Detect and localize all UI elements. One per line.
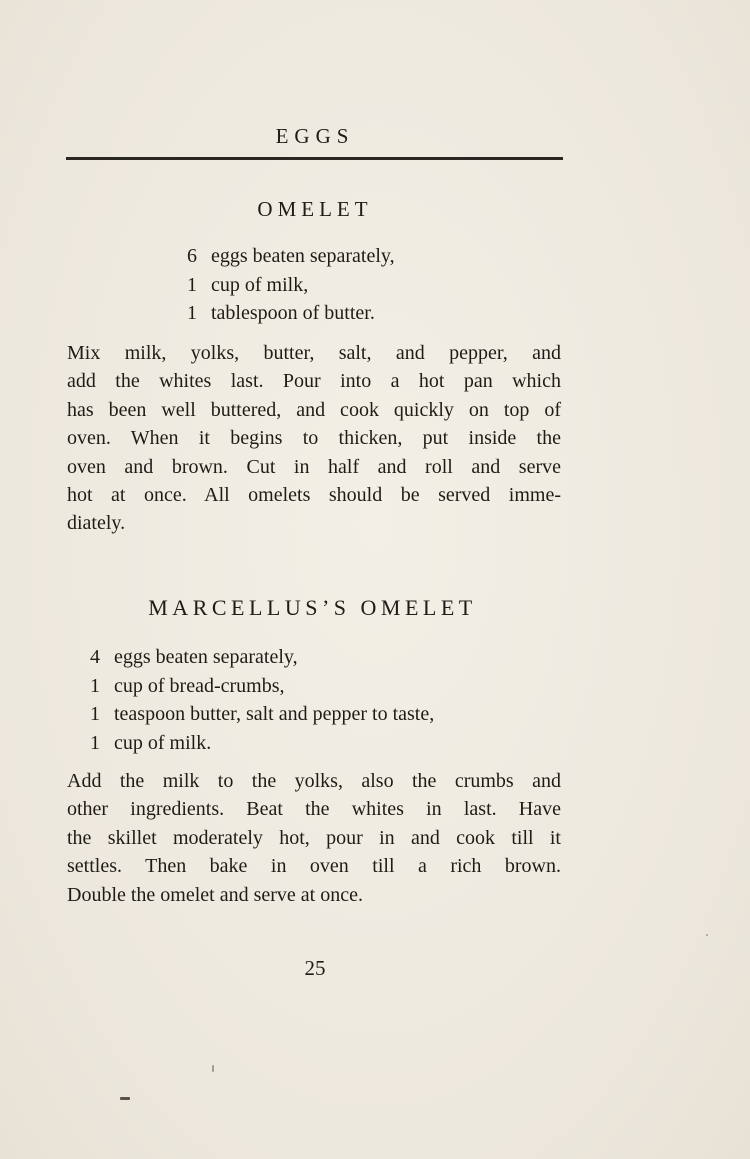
method-line: the skillet moderately hot, pour in and cook till it: [67, 826, 561, 849]
ingredient-item: [187, 271, 395, 300]
recipe-title-omelet: OMELET: [257, 197, 373, 221]
ingredient-item: [90, 700, 434, 729]
ingredient-qty: 4: [90, 646, 100, 668]
method-line: hot at once. All omelets should be served imme-: [67, 483, 561, 506]
method-line: oven. When it begins to thicken, put inside the: [67, 427, 561, 450]
ingredient-qty: 1: [90, 731, 100, 754]
ingredient-item: [90, 672, 434, 701]
method-line: diately.: [67, 512, 126, 535]
paper-speck: [120, 1097, 130, 1100]
ingredient-qty: 6: [187, 245, 197, 267]
ingredient-list-marcellus-omelet: [90, 643, 434, 757]
method-line: has been well buttered, and cook quickly on top of: [67, 398, 561, 421]
method-line: settles. Then bake in oven till a rich brown.: [67, 855, 561, 878]
paper-speck: [212, 1065, 214, 1072]
method-line: Double the omelet and serve at once.: [67, 883, 363, 906]
running-head: EGGS: [275, 124, 355, 148]
method-line: other ingredients. Beat the whites in last. Have: [67, 798, 561, 821]
head-rule: [66, 157, 563, 160]
ingredient-qty: 1: [187, 302, 197, 324]
page-number: 25: [304, 956, 326, 980]
ingredient-text: cup of bread-crumbs,: [114, 674, 285, 697]
paper-speck: [706, 934, 708, 936]
ingredient-item: [90, 643, 434, 672]
method-line: Add the milk to the yolks, also the crumbs and: [67, 770, 561, 792]
ingredient-item: [187, 242, 395, 271]
ingredient-item: [90, 729, 434, 758]
method-line: Mix milk, yolks, butter, salt, and pepper, and: [67, 342, 561, 364]
ingredient-item: [187, 299, 395, 328]
method-line: oven and brown. Cut in half and roll and serve: [67, 455, 561, 478]
ingredient-text: eggs beaten separately,: [211, 245, 395, 267]
method-paragraph-omelet: [67, 339, 561, 538]
ingredient-qty: 1: [90, 674, 100, 697]
ingredient-text: cup of milk.: [114, 731, 212, 754]
ingredient-list-omelet: [187, 242, 395, 328]
ingredient-text: teaspoon butter, salt and pepper to taste,: [114, 703, 435, 725]
ingredient-text: eggs beaten separately,: [114, 646, 298, 668]
ingredient-text: cup of milk,: [211, 273, 309, 296]
method-paragraph-marcellus-omelet: [67, 767, 561, 909]
ingredient-qty: 1: [90, 703, 100, 725]
method-line: add the whites last. Pour into a hot pan which: [67, 370, 561, 393]
ingredient-text: tablespoon of butter.: [211, 302, 375, 324]
ingredient-qty: 1: [187, 273, 197, 296]
recipe-title-marcellus-omelet: MARCELLUS’S OMELET: [148, 595, 477, 620]
